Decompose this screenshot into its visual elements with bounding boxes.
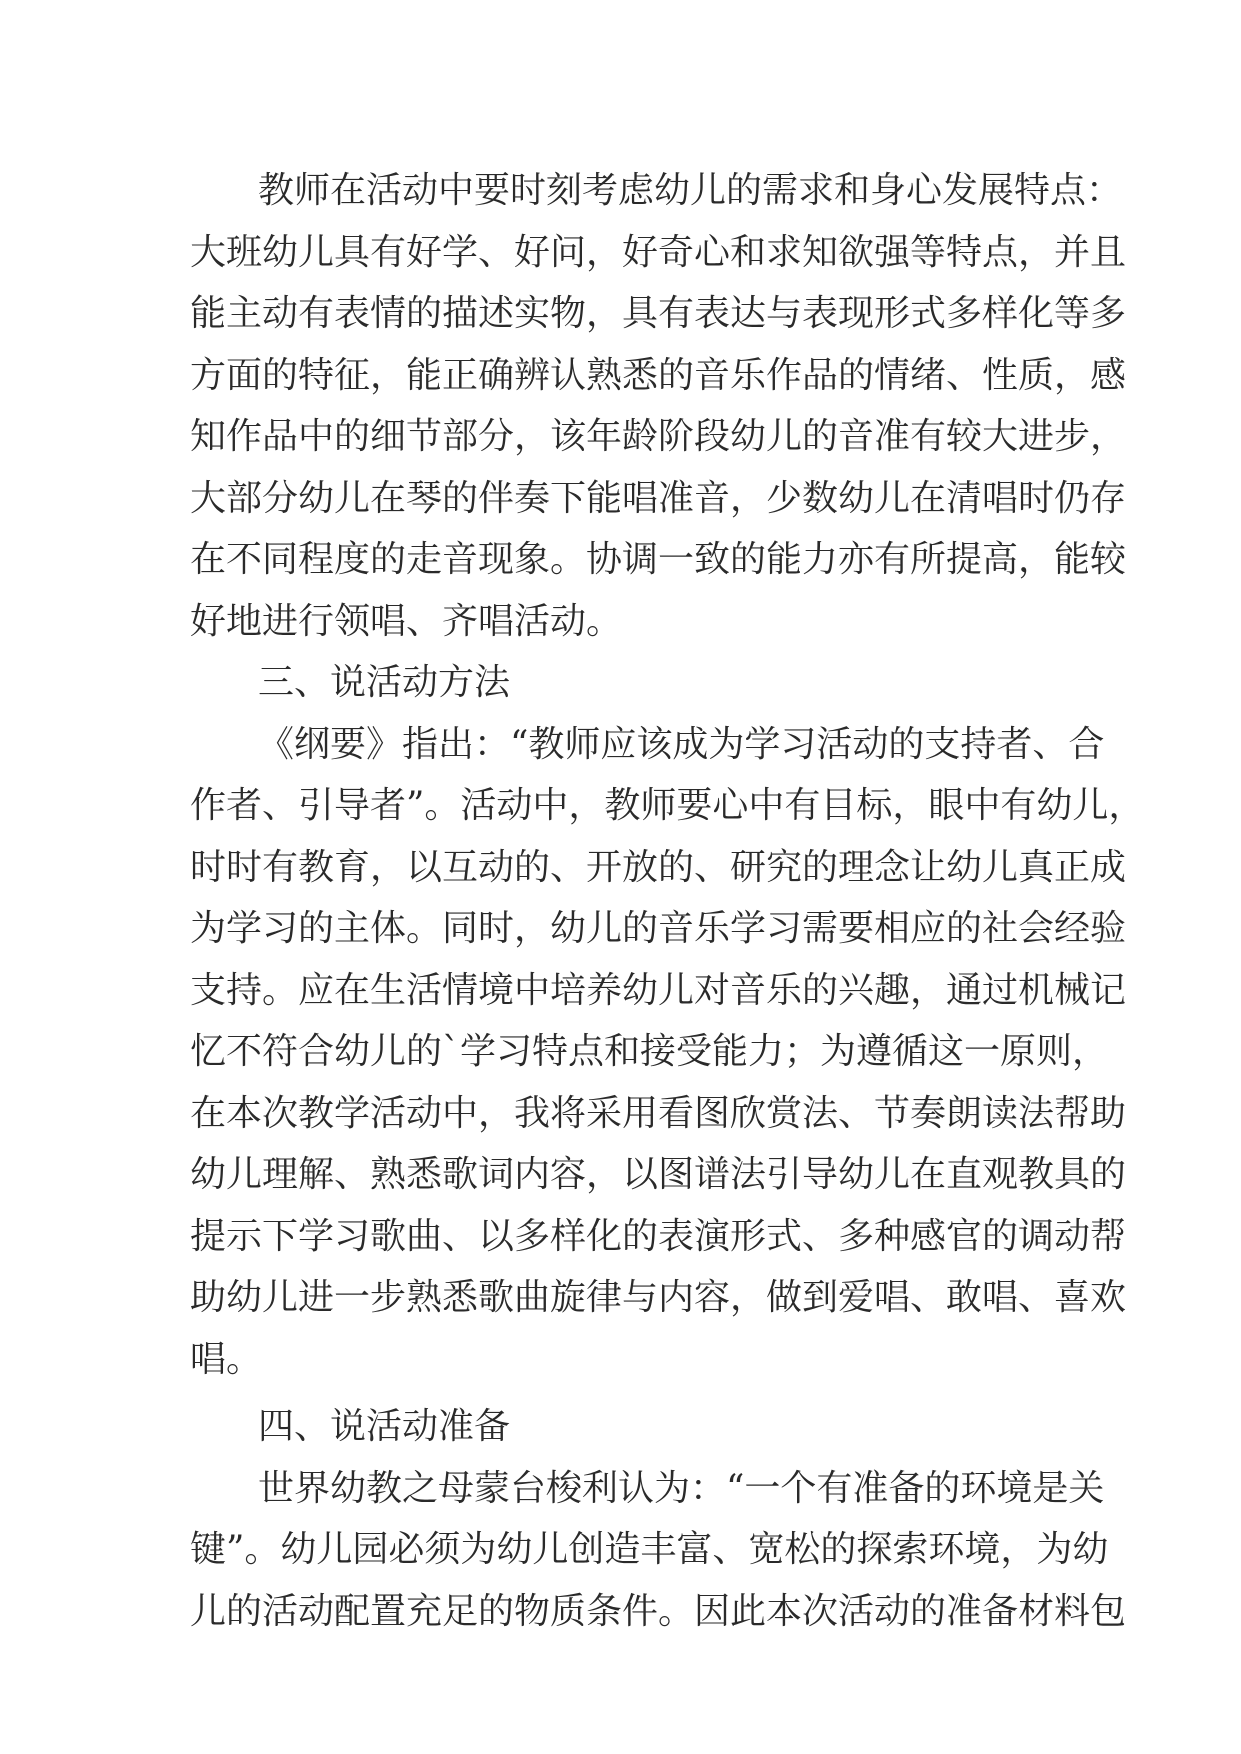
paragraph-line: 能主动有表情的描述实物，具有表达与表现形式多样化等多: [190, 293, 1127, 334]
paragraph-line: 大部分幼儿在琴的伴奏下能唱准音，少数幼儿在清唱时仍存: [190, 477, 1127, 519]
paragraph-line: 键”。幼儿园必须为幼儿创造丰富、宽松的探索环境，为幼: [190, 1529, 1109, 1570]
paragraph-line: 忆不符合幼儿的`学习特点和接受能力；为遵循这一原则，: [190, 1031, 1109, 1072]
paragraph-line: 在不同程度的走音现象。协调一致的能力亦有所提高，能较: [190, 539, 1127, 580]
paragraph-line: 作者、引导者”。活动中，教师要心中有目标，眼中有幼儿，: [190, 785, 1145, 826]
paragraph-line: 世界幼教之母蒙台梭利认为：“一个有准备的环境是关: [258, 1467, 1105, 1509]
paragraph-line: 唱。: [190, 1338, 263, 1380]
paragraph-line: 《纲要》指出：“教师应该成为学习活动的支持者、合: [258, 723, 1105, 765]
paragraph-line: 提示下学习歌曲、以多样化的表演形式、多种感官的调动帮: [190, 1215, 1127, 1257]
section-heading: 四、说活动准备: [258, 1406, 511, 1447]
paragraph-line: 大班幼儿具有好学、好问，好奇心和求知欲强等特点，并且: [190, 231, 1127, 273]
paragraph-line: 时时有教育，以互动的、开放的、研究的理念让幼儿真正成: [190, 846, 1127, 888]
paragraph-line: 好地进行领唱、齐唱活动。: [190, 600, 623, 642]
paragraph-line: 教师在活动中要时刻考虑幼儿的需求和身心发展特点：: [258, 170, 1123, 211]
document-body: [190, 160, 1145, 1642]
paragraph-line: 儿的活动配置充足的物质条件。因此本次活动的准备材料包: [190, 1590, 1127, 1632]
paragraph-line: 在本次教学活动中，我将采用看图欣赏法、节奏朗读法帮助: [190, 1092, 1127, 1134]
section-heading: 三、说活动方法: [258, 662, 511, 703]
paragraph-line: 为学习的主体。同时，幼儿的音乐学习需要相应的社会经验: [190, 908, 1127, 949]
paragraph-line: 方面的特征，能正确辨认熟悉的音乐作品的情绪、性质，感: [190, 354, 1127, 396]
paragraph-line: 助幼儿进一步熟悉歌曲旋律与内容，做到爱唱、敢唱、喜欢: [190, 1277, 1127, 1318]
paragraph-line: 支持。应在生活情境中培养幼儿对音乐的兴趣，通过机械记: [190, 969, 1127, 1011]
paragraph-line: 知作品中的细节部分，该年龄阶段幼儿的音准有较大进步，: [190, 416, 1127, 457]
paragraph-line: 幼儿理解、熟悉歌词内容，以图谱法引导幼儿在直观教具的: [190, 1154, 1127, 1195]
